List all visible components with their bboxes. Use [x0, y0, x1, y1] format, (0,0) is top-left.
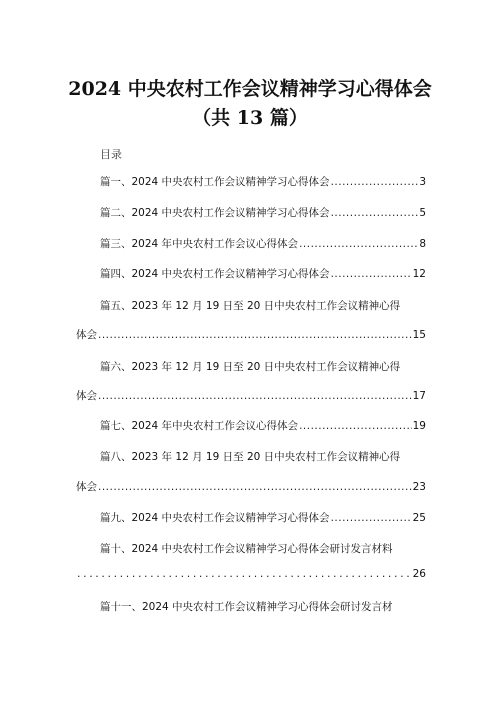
toc-entry-7[interactable] — [100, 418, 426, 433]
toc-entry-continuation: 体会 — [76, 390, 97, 402]
toc-entry-title: 篇七、2024 年中央农村工作会议心得体会 — [100, 420, 299, 432]
toc-page-number: 19 — [412, 420, 426, 432]
toc-entry-5-title[interactable]: 篇五、2023 年 12 月 19 日至 20 日中央农村工作会议精神心得 — [100, 300, 401, 312]
toc-entry-11-title[interactable]: 篇十一、2024 中央农村工作会议精神学习心得体会研讨发言材 — [100, 601, 393, 613]
toc-entry-4[interactable] — [100, 266, 426, 281]
toc-entry-6[interactable] — [76, 388, 426, 403]
toc-leader-dots — [98, 390, 412, 402]
document-subtitle: （共 13 篇） — [192, 107, 308, 129]
toc-leader-dots — [299, 238, 418, 250]
toc-entry-title: 篇三、2024 年中央农村工作会议心得体会 — [100, 238, 299, 250]
toc-entry-10[interactable] — [76, 567, 426, 580]
toc-leader-dots — [77, 567, 412, 580]
toc-page-number: 26 — [412, 568, 426, 580]
toc-entry-title: 篇二、2024 中央农村工作会议精神学习心得体会 — [100, 207, 330, 219]
toc-page-number: 23 — [412, 481, 426, 493]
toc-leader-dots — [98, 329, 412, 341]
toc-entry-8-title[interactable]: 篇八、2023 年 12 月 19 日至 20 日中央农村工作会议精神心得 — [100, 451, 401, 463]
toc-leader-dots — [331, 268, 412, 280]
toc-entry-continuation: 体会 — [76, 481, 97, 493]
toc-page-number: 17 — [412, 390, 426, 402]
toc-entry-continuation: 体会 — [76, 329, 97, 341]
toc-page-number: 15 — [412, 329, 426, 341]
toc-entry-6-title[interactable]: 篇六、2023 年 12 月 19 日至 20 日中央农村工作会议精神心得 — [100, 361, 401, 373]
toc-page-number: 5 — [419, 207, 426, 219]
toc-entry-2[interactable] — [100, 205, 426, 220]
toc-leader-dots — [98, 481, 412, 493]
toc-leader-dots — [331, 176, 419, 188]
document-title: 2024 中央农村工作会议精神学习心得体会 — [68, 78, 432, 100]
toc-entry-title: 篇九、2024 中央农村工作会议精神学习心得体会 — [100, 512, 330, 524]
toc-entry-10-title[interactable]: 篇十、2024 中央农村工作会议精神学习心得体会研讨发言材料 — [100, 543, 393, 555]
toc-leader-dots — [331, 512, 412, 524]
toc-page-number: 25 — [412, 512, 426, 524]
toc-page-number: 3 — [419, 176, 426, 188]
toc-entry-9[interactable] — [100, 510, 426, 525]
toc-leader-dots — [331, 207, 419, 219]
toc-page-number: 8 — [419, 238, 426, 250]
toc-entry-5[interactable] — [76, 327, 426, 342]
toc-entry-title: 篇一、2024 中央农村工作会议精神学习心得体会 — [100, 176, 330, 188]
toc-label: 目录 — [100, 148, 122, 161]
toc-entry-8[interactable] — [76, 479, 426, 494]
toc-entry-1[interactable] — [100, 174, 426, 189]
toc-entry-3[interactable] — [100, 236, 426, 251]
toc-page-number: 12 — [412, 268, 426, 280]
toc-entry-title: 篇四、2024 中央农村工作会议精神学习心得体会 — [100, 268, 330, 280]
toc-leader-dots — [299, 420, 412, 432]
